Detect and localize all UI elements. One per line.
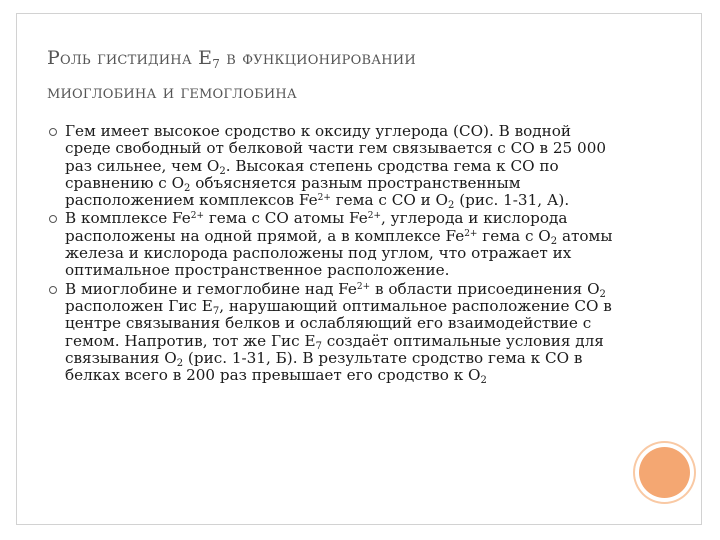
bullet-text: атомы железа и кислорода расположены под углом, что отражает их оптимальное пространственное расположение.	[65, 226, 613, 280]
subscript: 2	[219, 165, 226, 177]
subscript: 2	[448, 200, 455, 212]
bullet-text: создаёт оптимальные условия для связывания О	[65, 331, 604, 367]
subscript: 2	[480, 375, 487, 387]
bullet-item	[46, 281, 621, 385]
superscript: 2+	[190, 211, 204, 222]
superscript: 2+	[356, 281, 371, 292]
bullet-text: В миоглобине и гемоглобине над Fe	[65, 279, 357, 298]
subscript: 2	[176, 357, 184, 369]
slide-title	[47, 41, 667, 109]
bullet-text: гема с О	[477, 226, 551, 245]
bullet-text: объясняется разным пространственным расположением комплексов Fe	[65, 173, 521, 210]
subscript: 2	[550, 235, 558, 247]
subscript: 7	[315, 340, 322, 352]
bullet-text: Гем имеет высокое сродство к оксиду углерода (СО). В водной среде свободный от белковой части гем связывается с СО в 25 000 раз сильнее, чем О	[65, 122, 607, 175]
title-line-2: миоглобина и гемоглобина	[47, 81, 297, 103]
title-line-1	[47, 41, 667, 75]
title-text: Роль гистидина Е	[47, 47, 213, 69]
bullet-text: (рис. 1-31, А).	[454, 191, 570, 210]
circle-bullet-icon	[49, 286, 57, 294]
bullet-text: гема с СО атомы Fe	[204, 209, 368, 228]
subscript: 2	[184, 182, 191, 194]
bullet-text: в области присоединения О	[370, 279, 600, 298]
circle-bullet-icon	[49, 128, 57, 136]
decorative-orange-circle	[639, 447, 690, 498]
bullet-item	[46, 210, 621, 279]
bullet-text: В комплексе Fe	[65, 209, 191, 228]
bullet-text: , углерода и кислорода расположены на одной прямой, а в комплексе Fe	[65, 209, 568, 245]
superscript: 2+	[464, 228, 478, 239]
superscript: 2+	[367, 211, 382, 222]
superscript: 2+	[317, 193, 331, 204]
bullet-list	[46, 123, 621, 385]
subscript: 2	[599, 288, 606, 300]
title-subscript: 7	[212, 57, 221, 71]
bullet-text: . Высокая степень сродства гема к СО по сравнению с О	[65, 156, 559, 192]
bullet-text: (рис. 1-31, Б). В результате сродство гема к СО в белках всего в 200 раз превышает его сродство к О	[65, 348, 583, 385]
title-text: в функционировании	[220, 47, 416, 69]
bullet-text: расположен Гис Е	[65, 296, 213, 315]
bullet-text: гема с СО и О	[330, 191, 448, 210]
bullet-item	[46, 122, 621, 212]
circle-bullet-icon	[49, 215, 57, 223]
bullet-text: , нарушающий оптимальное расположение СО в центре связывания белков и ослабляющий его взаимодействие с гемом. Напротив, тот же Гис Е	[65, 296, 612, 350]
subscript: 7	[212, 305, 220, 317]
